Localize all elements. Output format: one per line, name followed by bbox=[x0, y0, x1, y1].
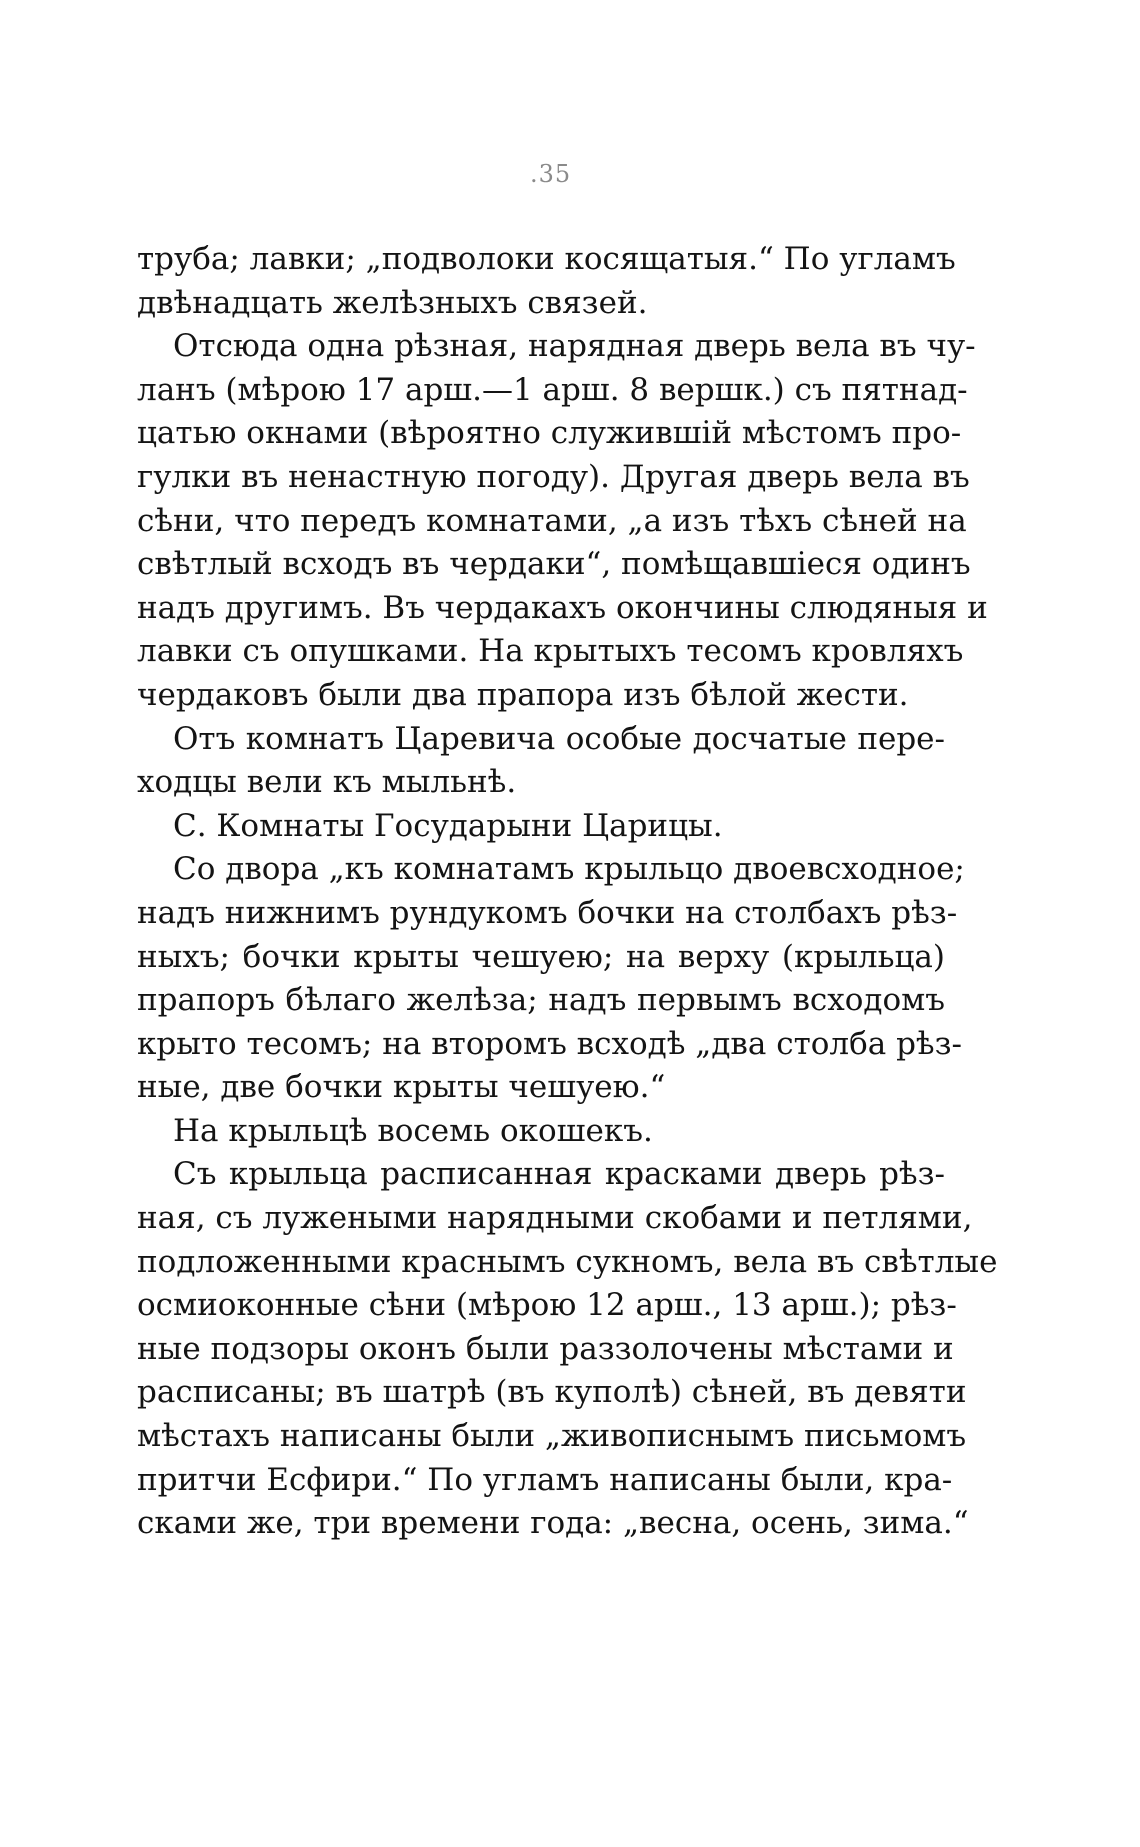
text-line: гулки въ ненастную погоду). Другая дверь вела въ bbox=[137, 458, 970, 495]
text-line: сками же, три времени года: „весна, осень, зима.“ bbox=[137, 1505, 969, 1542]
paragraph bbox=[137, 1153, 998, 1545]
text-line: Отъ комнатъ Царевича особые досчатые пере- bbox=[173, 720, 945, 757]
text-line: прапоръ бѣлаго желѣза; надъ первымъ всходомъ bbox=[137, 982, 945, 1019]
paragraph bbox=[137, 325, 988, 717]
paragraph bbox=[137, 848, 965, 1110]
text-line: Со двора „къ комнатамъ крыльцо двоевсходное; bbox=[173, 851, 965, 888]
text-line: двѣнадцать желѣзныхъ связей. bbox=[137, 284, 648, 321]
text-line: ходцы вели къ мыльнѣ. bbox=[137, 764, 517, 801]
text-line: подложенными краснымъ сукномъ, вела въ свѣтлые bbox=[137, 1243, 998, 1280]
text-line: чердаковъ были два прапора изъ бѣлой жести. bbox=[137, 676, 909, 713]
page-text bbox=[137, 238, 998, 1546]
text-line: ная, съ лужеными нарядными скобами и петлями, bbox=[137, 1200, 973, 1237]
text-line: ные подзоры оконъ были раззолочены мѣстами и bbox=[137, 1330, 954, 1367]
section-heading bbox=[137, 805, 945, 849]
text-line: надъ нижнимъ рундукомъ бочки на столбахъ рѣз- bbox=[137, 894, 958, 931]
text-line: труба; лавки; „подволоки косящатыя.“ По угламъ bbox=[137, 241, 956, 277]
text-line: цатью окнами (вѣроятно служившій мѣстомъ про- bbox=[137, 415, 962, 452]
paragraph bbox=[137, 238, 956, 325]
text-line: ныхъ; бочки крыты чешуею; на верху (крыльца) bbox=[137, 938, 945, 975]
text-line: С. Комнаты Государыни Царицы. bbox=[173, 807, 723, 844]
text-line: притчи Есфири.“ По угламъ написаны были, кра- bbox=[137, 1461, 953, 1498]
text-line: Отсюда одна рѣзная, нарядная дверь вела въ чу- bbox=[173, 328, 976, 365]
text-line: ные, две бочки крыты чешуею.“ bbox=[137, 1069, 666, 1106]
paragraph bbox=[137, 718, 945, 805]
text-line: лавки съ опушками. На крытыхъ тесомъ кровляхъ bbox=[137, 633, 964, 670]
text-line: сѣни, что передъ комнатами, „а изъ тѣхъ сѣней на bbox=[137, 502, 967, 539]
text-line: ланъ (мѣрою 17 арш.—1 арш. 8 вершк.) съ пятнад- bbox=[137, 371, 968, 408]
text-line: Съ крыльца расписанная красками дверь рѣз- bbox=[173, 1156, 945, 1193]
text-line: свѣтлый всходъ въ чердаки“, помѣщавшіеся одинъ bbox=[137, 546, 971, 583]
paragraph bbox=[137, 1110, 945, 1154]
text-line: мѣстахъ написаны были „живописнымъ письмомъ bbox=[137, 1418, 967, 1455]
text-line: крыто тесомъ; на второмъ всходѣ „два столба рѣз- bbox=[137, 1025, 962, 1062]
text-line: осмиоконные сѣни (мѣрою 12 арш., 13 арш.); рѣз- bbox=[137, 1287, 957, 1324]
text-line: расписаны; въ шатрѣ (въ куполѣ) сѣней, въ девяти bbox=[137, 1374, 967, 1411]
text-line: надъ другимъ. Въ чердакахъ окончины слюдяныя и bbox=[137, 589, 988, 626]
page-number: .35 bbox=[530, 160, 572, 188]
text-line: На крыльцѣ восемь окошекъ. bbox=[173, 1112, 653, 1149]
